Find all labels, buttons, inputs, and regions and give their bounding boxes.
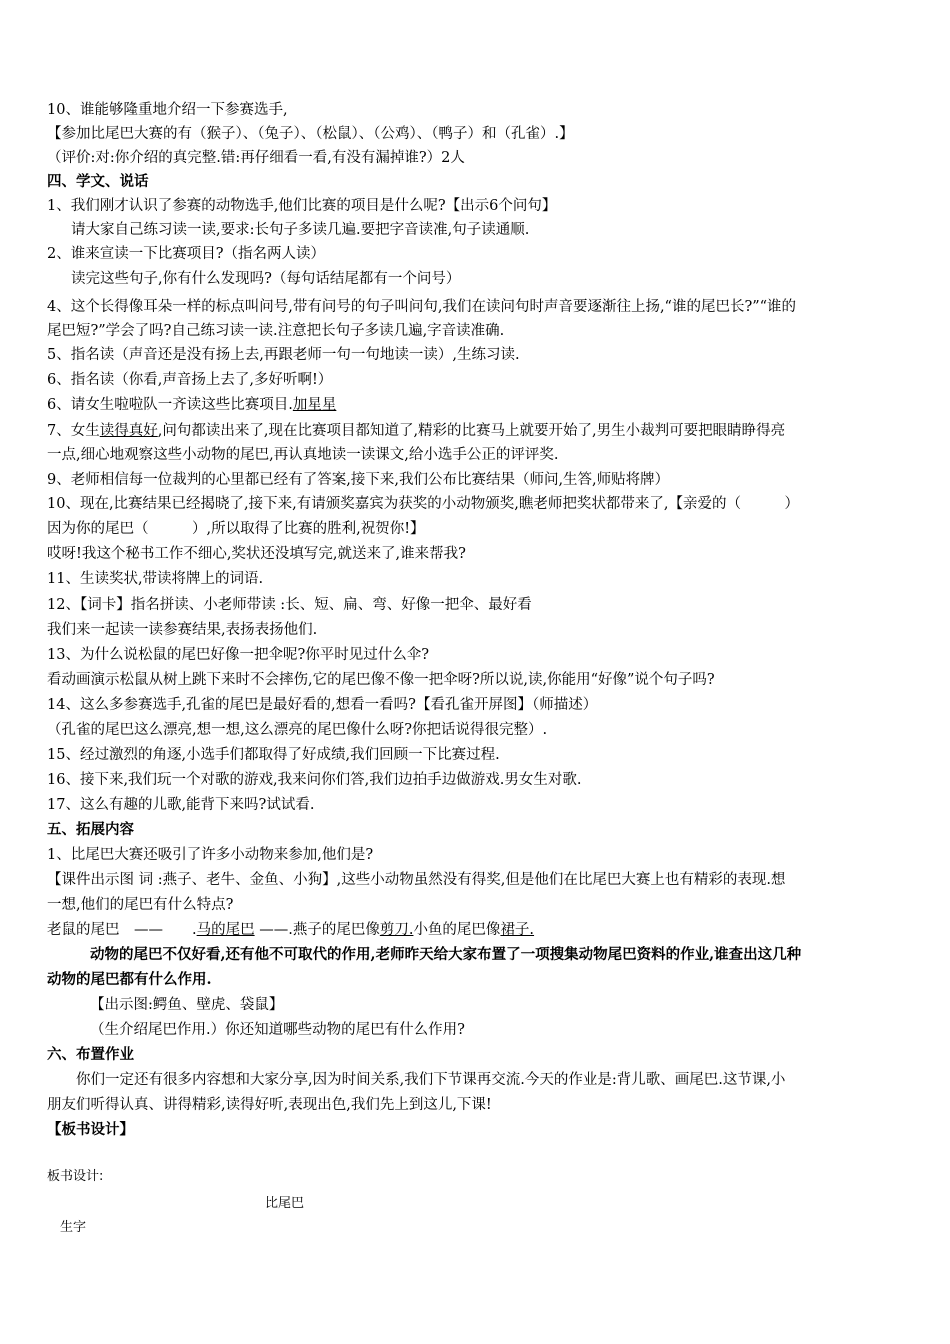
underlined-text: 马的尾巴 <box>196 922 255 938</box>
text-line: 11、生读奖状,带读将牌上的词语. <box>47 571 264 587</box>
text-line: 一点,细心地观察这些小动物的尾巴,再认真地读一读课文,给小选手公正的评评奖. <box>47 447 559 463</box>
text-line: 你们一定还有很多内容想和大家分享,因为时间关系,我们下节课再交流.今天的作业是:背儿歌、画尾巴.这节课,小 <box>76 1072 786 1088</box>
text-line: 17、这么有趣的儿歌,能背下来吗?试试看. <box>47 797 315 813</box>
text-line: 【板书设计】 <box>47 1121 134 1138</box>
section-heading: 四、学文、说话 <box>47 173 149 190</box>
text-line <box>47 918 534 942</box>
text-line: 尾巴短?”学会了吗?自己练习读一读.注意把长句子多读几遍,字音读准确. <box>47 323 505 339</box>
text-line: 13、为什么说松鼠的尾巴好像一把伞呢?你平时见过什么伞? <box>47 647 429 663</box>
text-line: （评价:对:你介绍的真完整.错:再仔细看一看,有没有漏掉谁?）2人 <box>47 150 465 166</box>
underlined-text: 加星星 <box>292 397 337 413</box>
text-line: 16、接下来,我们玩一个对歌的游戏,我来问你们答,我们边拍手边做游戏.男女生对歌. <box>47 772 582 788</box>
text-line: （生介绍尾巴作用.）你还知道哪些动物的尾巴有什么作用? <box>90 1022 465 1038</box>
board-title: 比尾巴 <box>265 1196 305 1211</box>
underlined-text: 裙子. <box>500 922 535 938</box>
text-line: 1、比尾巴大赛还吸引了许多小动物来参加,他们是? <box>47 847 374 863</box>
text-line: 6、指名读（你看,声音扬上去了,多好听啊!） <box>47 372 333 388</box>
underlined-text: 剪刀. <box>379 922 414 938</box>
text-line: 5、指名读（声音还是没有扬上去,再跟老师一句一句地读一读）,生练习读. <box>47 347 520 363</box>
text-segment: ,问句都读出来了,现在比赛项目都知道了,精彩的比赛马上就要开始了,男生小裁判可要把眼睛睁得亮 <box>157 423 786 439</box>
board-design-label: 板书设计: <box>47 1169 104 1184</box>
section-heading: 六、布置作业 <box>47 1046 134 1063</box>
text-line: 15、经过激烈的角逐,小选手们都取得了好成绩,我们回顾一下比赛过程. <box>47 747 500 763</box>
bold-text-line: 动物的尾巴都有什么作用. <box>47 971 212 988</box>
text-segment: 6、请女生啦啦队一齐读这些比赛项目. <box>47 397 293 413</box>
underlined-text: 读得真好 <box>99 423 158 439</box>
text-line: 读完这些句子,你有什么发现吗?（每句话结尾都有一个问号） <box>71 271 461 287</box>
text-segment: 7、女生 <box>47 423 100 439</box>
text-line: 我们来一起读一读参赛结果,表扬表扬他们. <box>47 622 318 638</box>
text-line: 10、谁能够隆重地介绍一下参赛选手, <box>47 102 288 118</box>
text-line: 【参加比尾巴大赛的有（猴子）、（兔子）、（松鼠）、（公鸡）、（鸭子）和（孔雀）.】 <box>47 126 574 142</box>
text-line: 9、老师相信每一位裁判的心里都已经有了答案,接下来,我们公布比赛结果（师问,生答,师贴将牌） <box>47 472 670 488</box>
text-line: 12、【词卡】指名拼读、小老师带读 :长、短、扁、弯、好像一把伞、最好看 <box>47 597 532 613</box>
text-segment: 老鼠的尾巴 —— . <box>47 922 197 938</box>
text-line: 一想,他们的尾巴有什么特点? <box>47 897 234 913</box>
text-line: 请大家自己练习读一读,要求:长句子多读几遍.要把字音读准,句子读通顺. <box>71 222 530 238</box>
text-segment: 小鱼的尾巴像 <box>413 922 501 938</box>
text-line: 14、这么多参赛选手,孔雀的尾巴是最好看的,想看一看吗?【看孔雀开屏图】（师描述） <box>47 697 598 713</box>
text-line: 【出示图:鳄鱼、壁虎、袋鼠】 <box>90 997 284 1013</box>
text-line: 1、我们刚才认识了参赛的动物选手,他们比赛的项目是什么呢?【出示6个问句】 <box>47 198 557 214</box>
bold-text-line: 动物的尾巴不仅好看,还有他不可取代的作用,老师昨天给大家布置了一项搜集动物尾巴资料的作业,谁查出这几种 <box>90 946 802 963</box>
text-line: 2、谁来宣读一下比赛项目?（指名两人读） <box>47 246 325 262</box>
text-line <box>47 419 785 443</box>
text-line: 哎呀!我这个秘书工作不细心,奖状还没填写完,就送来了,谁来帮我? <box>47 546 466 562</box>
text-line: 【课件出示图 词 :燕子、老牛、金鱼、小狗】,这些小动物虽然没有得奖,但是他们在比尾巴大赛上也有精彩的表现.想 <box>47 872 786 888</box>
text-line: 因为你的尾巴（ ）,所以取得了比赛的胜利,祝贺你!】 <box>47 521 425 537</box>
text-segment: ——.燕子的尾巴像 <box>254 922 380 938</box>
text-line: 4、这个长得像耳朵一样的标点叫问号,带有问号的句子叫问句,我们在读问句时声音要逐渐往上扬,“谁的尾巴长?”“谁的 <box>47 299 797 315</box>
text-line: 朋友们听得认真、讲得精彩,读得好听,表现出色,我们先上到这儿,下课! <box>47 1097 492 1113</box>
text-line: （孔雀的尾巴这么漂亮,想一想,这么漂亮的尾巴像什么呀?你把话说得很完整）. <box>47 722 548 738</box>
text-line <box>47 393 336 417</box>
text-line: 10、现在,比赛结果已经揭晓了,接下来,有请颁奖嘉宾为获奖的小动物颁奖,瞧老师把奖状都带来了,【亲爱的（ ） <box>47 496 799 512</box>
section-heading: 五、拓展内容 <box>47 821 134 838</box>
board-item: 生字 <box>60 1220 87 1235</box>
text-line: 看动画演示松鼠从树上跳下来时不会摔伤,它的尾巴像不像一把伞呀?所以说,读,你能用“好像”说个句子吗? <box>47 672 715 688</box>
